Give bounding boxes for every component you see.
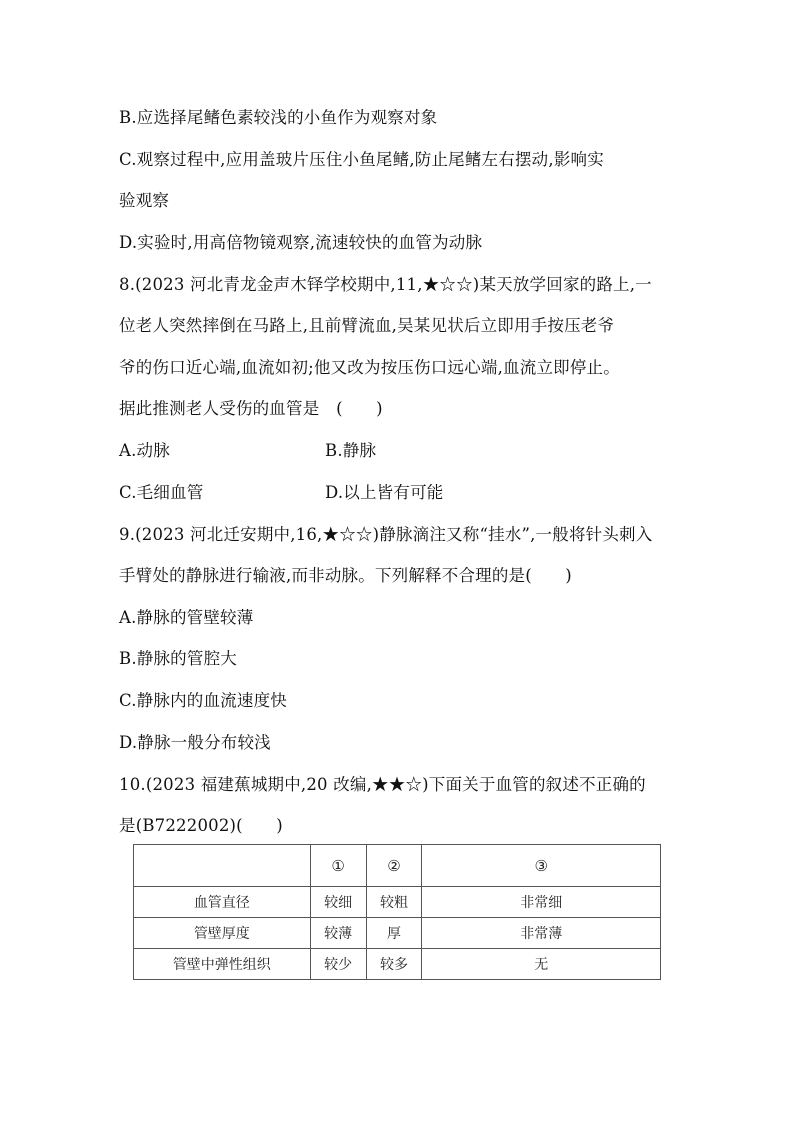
table-cell: 较细 [310,887,366,918]
q8-option-c: C.毛细血管 [119,483,204,502]
q8-stem-line2: 位老人突然摔倒在马路上,且前臂流血,吴某见状后立即用手按压老爷 [119,316,615,335]
q9-option-c: C.静脉内的血流速度快 [119,691,287,710]
table-header-cell: ② [366,845,422,887]
q9-option-b: B.静脉的管腔大 [119,649,237,668]
table-cell: 非常薄 [422,918,661,949]
q9-stem-line1: 9.(2023 河北迁安期中,16,★☆☆)静脉滴注又称“挂水”,一般将针头刺入 [119,525,653,544]
table-cell: 管壁厚度 [134,918,311,949]
blood-vessel-table [133,844,661,980]
table-cell: 厚 [366,918,422,949]
table-cell: 较薄 [310,918,366,949]
q8-stem-line3: 爷的伤口近心端,血流如初;他又改为按压伤口远心端,血流立即停止。 [119,358,620,377]
q8-option-a: A.动脉 [119,441,170,460]
q7-option-c-line2: 验观察 [119,191,170,210]
table-header-cell: ③ [422,845,661,887]
table-cell: 管壁中弹性组织 [134,949,311,980]
q8-options-row2 [119,481,679,505]
q8-stem-line4: 据此推测老人受伤的血管是 ( ) [119,399,383,418]
table-row [134,949,661,980]
q9-stem-line2: 手臂处的静脉进行输液,而非动脉。下列解释不合理的是( ) [119,566,572,585]
q8-option-b: B.静脉 [325,441,377,460]
table-header-cell: ① [310,845,366,887]
table-cell: 非常细 [422,887,661,918]
table-cell: 血管直径 [134,887,311,918]
q8-stem-line1: 8.(2023 河北青龙金声木铎学校期中,11,★☆☆)某天放学回家的路上,一 [119,275,652,294]
q10-stem-line2: 是(B7222002)( ) [119,816,283,835]
table-cell: 较粗 [366,887,422,918]
q7-option-c-line1: C.观察过程中,应用盖玻片压住小鱼尾鳍,防止尾鳍左右摆动,影响实 [119,150,604,169]
table-row [134,918,661,949]
table-cell: 无 [422,949,661,980]
q7-option-d: D.实验时,用高倍物镜观察,流速较快的血管为动脉 [119,233,483,252]
table-header-row [134,845,661,887]
table-header-cell [134,845,311,887]
table-row [134,887,661,918]
q9-option-d: D.静脉一般分布较浅 [119,733,271,752]
q10-stem-line1: 10.(2023 福建蕉城期中,20 改编,★★☆)下面关于血管的叙述不正确的 [119,775,646,794]
table-cell: 较多 [366,949,422,980]
q7-option-b: B.应选择尾鳍色素较浅的小鱼作为观察对象 [119,108,438,127]
q9-option-a: A.静脉的管壁较薄 [119,608,254,627]
q8-option-d: D.以上皆有可能 [325,483,444,502]
table-cell: 较少 [310,949,366,980]
q8-options-row1 [119,439,679,463]
